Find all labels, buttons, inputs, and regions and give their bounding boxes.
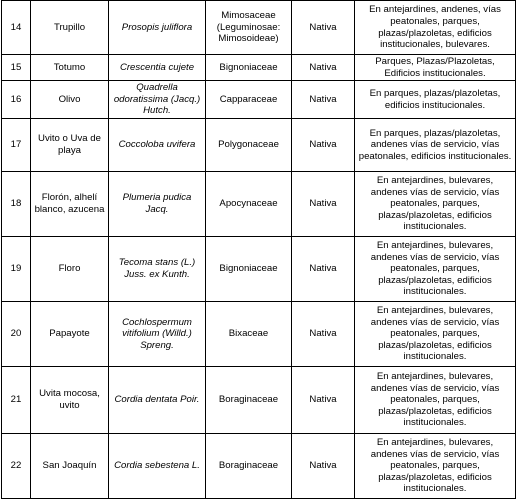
scientific-name: Crescentia cujete — [109, 55, 206, 81]
family: Boraginaceae — [206, 367, 292, 434]
scientific-name: Tecoma stans (L.) Juss. ex Kunth. — [109, 237, 206, 302]
use-location: En antejardines, bulevares, andenes vías de servicio, vías peatonales, parques, plazas/plazoletas, edificios institucionales. — [355, 237, 516, 302]
table-row — [2, 81, 516, 119]
origin: Nativa — [292, 367, 355, 434]
use-location: En parques, plazas/plazoletas, edificios institucionales. — [355, 81, 516, 119]
row-number: 18 — [2, 172, 31, 237]
use-location: Parques, Plazas/Plazoletas, Edificios institucionales. — [355, 55, 516, 81]
common-name: Totumo — [31, 55, 109, 81]
common-name: San Joaquín — [31, 434, 109, 499]
common-name: Florón, alhelí blanco, azucena — [31, 172, 109, 237]
row-number: 17 — [2, 119, 31, 172]
use-location: En antejardines, bulevares, andenes vías de servicio, vías peatonales, parques, plazas/plazoletas, edificios institucionales. — [355, 434, 516, 499]
origin: Nativa — [292, 55, 355, 81]
common-name: Trupillo — [31, 1, 109, 55]
common-name: Uvito o Uva de playa — [31, 119, 109, 172]
origin: Nativa — [292, 1, 355, 55]
scientific-name: Coccoloba uvifera — [109, 119, 206, 172]
family: Bignoniaceae — [206, 55, 292, 81]
family: Apocynaceae — [206, 172, 292, 237]
family: Bixaceae — [206, 302, 292, 367]
scientific-name: Cordia dentata Poir. — [109, 367, 206, 434]
table-row — [2, 367, 516, 434]
common-name: Papayote — [31, 302, 109, 367]
row-number: 21 — [2, 367, 31, 434]
row-number: 14 — [2, 1, 31, 55]
scientific-name: Cochlospermum vitifolium (Willd.) Spreng. — [109, 302, 206, 367]
row-number: 22 — [2, 434, 31, 499]
common-name: Olivo — [31, 81, 109, 119]
scientific-name: Cordia sebestena L. — [109, 434, 206, 499]
row-number: 19 — [2, 237, 31, 302]
family: Mimosaceae (Leguminosae: Mimosoideae) — [206, 1, 292, 55]
family: Polygonaceae — [206, 119, 292, 172]
family: Boraginaceae — [206, 434, 292, 499]
scientific-name: Plumeria pudica Jacq. — [109, 172, 206, 237]
origin: Nativa — [292, 237, 355, 302]
use-location: En antejardines, bulevares, andenes vías de servicio, vías peatonales, parques, plazas/plazoletas, edificios institucionales. — [355, 367, 516, 434]
origin: Nativa — [292, 81, 355, 119]
family: Bignoniaceae — [206, 237, 292, 302]
row-number: 16 — [2, 81, 31, 119]
origin: Nativa — [292, 434, 355, 499]
species-table — [1, 0, 516, 499]
table-row — [2, 119, 516, 172]
common-name: Uvita mocosa, uvito — [31, 367, 109, 434]
scientific-name: Quadrella odoratissima (Jacq.) Hutch. — [109, 81, 206, 119]
table-row — [2, 55, 516, 81]
family: Capparaceae — [206, 81, 292, 119]
origin: Nativa — [292, 172, 355, 237]
scientific-name: Prosopis juliflora — [109, 1, 206, 55]
origin: Nativa — [292, 119, 355, 172]
table-row — [2, 302, 516, 367]
row-number: 20 — [2, 302, 31, 367]
use-location: En antejardines, bulevares, andenes vías de servicio, vías peatonales, parques, plazas/plazoletas, edificios institucionales. — [355, 302, 516, 367]
use-location: En antejardines, bulevares, andenes vías de servicio, vías peatonales, parques, plazas/plazoletas, edificios institucionales. — [355, 172, 516, 237]
origin: Nativa — [292, 302, 355, 367]
common-name: Floro — [31, 237, 109, 302]
row-number: 15 — [2, 55, 31, 81]
use-location: En parques, plazas/plazoletas, andenes vías de servicio, vías peatonales, edificios institucionales. — [355, 119, 516, 172]
use-location: En antejardines, andenes, vías peatonales, parques, plazas/plazoletas, edificios institucionales, bulevares. — [355, 1, 516, 55]
table-row — [2, 1, 516, 55]
table-row — [2, 172, 516, 237]
table-row — [2, 434, 516, 499]
table-row — [2, 237, 516, 302]
